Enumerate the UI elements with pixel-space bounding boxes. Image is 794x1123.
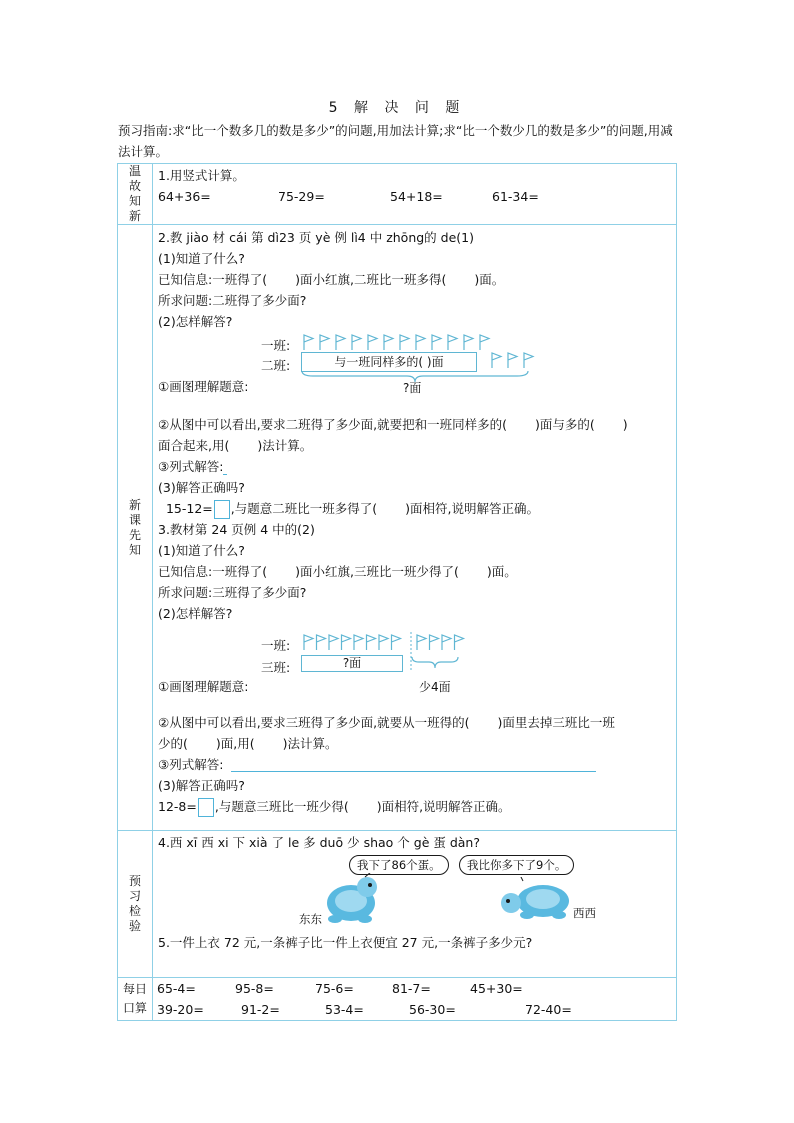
flag-icon bbox=[432, 335, 441, 350]
flag-icon bbox=[304, 635, 313, 650]
daily-1-1: 65-4= bbox=[157, 981, 196, 996]
q1-title: 1.用竖式计算。 bbox=[158, 168, 245, 183]
flag-icon bbox=[336, 335, 345, 350]
flag-icon bbox=[442, 635, 451, 650]
q2-know: (1)知道了什么? bbox=[158, 251, 245, 266]
calc-1: 64+36= bbox=[158, 189, 211, 204]
q3-info: 已知信息:一班得了( )面小红旗,三班比一班少得了( )面。 bbox=[158, 564, 517, 579]
flag-icon bbox=[368, 335, 377, 350]
d2-less-label: 少4面 bbox=[419, 680, 451, 694]
preview-guide: 预习指南:求“比一个数多几的数是多少”的问题,用加法计算;求“比一个数少几的数是多少”的问题,用减法计算。 bbox=[118, 123, 673, 159]
name-dongdong: 东东 bbox=[299, 912, 322, 926]
flag-icon bbox=[342, 635, 351, 650]
flag-icon bbox=[317, 635, 326, 650]
q3-verify: 12-8= ,与题意三班比一班少得( )面相符,说明解答正确。 bbox=[153, 796, 676, 817]
daily-1-3: 75-6= bbox=[315, 981, 354, 996]
q3-answer-box[interactable] bbox=[198, 798, 214, 817]
q2-ask: 所求问题:二班得了多少面? bbox=[158, 293, 307, 308]
daily-row-2 bbox=[153, 999, 676, 1020]
q2-info: 已知信息:一班得了( )面小红旗,二班比一班多得( )面。 bbox=[158, 272, 505, 287]
daily-1-4: 81-7= bbox=[392, 981, 431, 996]
section-label-daily: 每日口算 bbox=[118, 978, 153, 1021]
daily-2-1: 39-20= bbox=[157, 1002, 204, 1017]
q2-step3: ③列式解答: bbox=[153, 456, 676, 477]
q3-step3: ③列式解答: bbox=[153, 754, 676, 775]
d2-box: ?面 bbox=[301, 655, 403, 672]
daily-2-3: 53-4= bbox=[325, 1002, 364, 1017]
d2-label-class3: 三班: bbox=[261, 660, 291, 675]
flag-icon bbox=[392, 635, 401, 650]
calc-4: 61-34= bbox=[492, 189, 539, 204]
d1-label-class1: 一班: bbox=[261, 338, 291, 353]
q2-title: 2.教 jiào 材 cái 第 dì23 页 yè 例 lì4 中 zhōng的 de(1) bbox=[158, 230, 474, 245]
turtle-illustration bbox=[153, 853, 676, 926]
flag-icon bbox=[524, 353, 533, 368]
flag-icon bbox=[354, 635, 363, 650]
q3-how: (2)怎样解答? bbox=[158, 606, 233, 621]
flag-icon bbox=[480, 335, 489, 350]
flag-icon bbox=[417, 635, 426, 650]
d2-brace bbox=[411, 656, 461, 672]
bubble-dongdong: 我下了86个蛋。 bbox=[349, 855, 449, 875]
flag-icon bbox=[379, 635, 388, 650]
d1-label-class2: 二班: bbox=[261, 358, 291, 373]
q3-title: 3.教材第 24 页例 4 中的(2) bbox=[158, 522, 315, 537]
q3-check: (3)解答正确吗? bbox=[158, 778, 245, 793]
daily-2-5: 72-40= bbox=[525, 1002, 572, 1017]
q3-step2: ②从图中可以看出,要求三班得了多少面,就要从一班得的( )面里去掉三班比一班 bbox=[158, 715, 615, 730]
q2-step2: ②从图中可以看出,要求二班得了多少面,就要把和一班同样多的( )面与多的( ) bbox=[158, 417, 628, 432]
flag-icon bbox=[400, 335, 409, 350]
daily-row-1 bbox=[153, 978, 676, 999]
q3-draw: ①画图理解题意: bbox=[158, 679, 249, 694]
d1-same-box: 与一班同样多的( )面 bbox=[301, 352, 477, 372]
flag-icon bbox=[304, 335, 313, 350]
q5-text: 5.一件上衣 72 元,一条裤子比一件上衣便宜 27 元,一条裤子多少元? bbox=[158, 935, 533, 950]
q1-calcs bbox=[153, 186, 676, 207]
daily-2-2: 91-2= bbox=[241, 1002, 280, 1017]
d2-label-class1: 一班: bbox=[261, 638, 291, 653]
page-title: 5 解 决 问 题 bbox=[328, 100, 466, 116]
flag-icon bbox=[384, 335, 393, 350]
name-xixi: 西西 bbox=[573, 906, 596, 920]
flag-icon bbox=[455, 635, 464, 650]
flag-icon bbox=[492, 353, 501, 368]
q2-check: (3)解答正确吗? bbox=[158, 480, 245, 495]
flag-icon bbox=[320, 335, 329, 350]
worksheet-table bbox=[117, 163, 677, 1021]
q2-step2-cont: 面合起来,用( )法计算。 bbox=[158, 438, 313, 453]
turtle-dongdong-icon bbox=[313, 873, 383, 925]
q3-step2-cont: 少的( )面,用( )法计算。 bbox=[158, 736, 338, 751]
flag-icon bbox=[430, 635, 439, 650]
daily-1-5: 45+30= bbox=[470, 981, 523, 996]
flag-icon bbox=[464, 335, 473, 350]
section-label-review: 温故知新 bbox=[118, 164, 153, 225]
flag-icon bbox=[416, 335, 425, 350]
flag-icon bbox=[329, 635, 338, 650]
section-label-preview: 预习检验 bbox=[118, 831, 153, 978]
q2-answer-box[interactable] bbox=[214, 500, 230, 519]
q2-verify: 15-12= ,与题意二班比一班多得了( )面相符,说明解答正确。 bbox=[153, 498, 676, 519]
d2-flags-class1 bbox=[301, 632, 471, 652]
turtle-xixi-icon bbox=[497, 877, 577, 921]
flag-icon bbox=[508, 353, 517, 368]
flag-icon bbox=[448, 335, 457, 350]
bubble-xixi: 我比你多下了9个。 bbox=[459, 855, 574, 875]
q3-ask: 所求问题:三班得了多少面? bbox=[158, 585, 307, 600]
q3-know: (1)知道了什么? bbox=[158, 543, 245, 558]
diagram-class1-class3 bbox=[153, 632, 676, 676]
daily-2-4: 56-30= bbox=[409, 1002, 456, 1017]
q2-how: (2)怎样解答? bbox=[158, 314, 233, 329]
section-label-new: 新课先知 bbox=[118, 225, 153, 831]
d1-flags-class1 bbox=[301, 332, 561, 352]
d1-flags-extra bbox=[489, 350, 559, 370]
calc-3: 54+18= bbox=[390, 189, 443, 204]
calc-2: 75-29= bbox=[278, 189, 325, 204]
flag-icon bbox=[352, 335, 361, 350]
d1-question: ?面 bbox=[403, 381, 422, 395]
flag-icon bbox=[367, 635, 376, 650]
daily-1-2: 95-8= bbox=[235, 981, 274, 996]
q2-draw: ①画图理解题意: bbox=[158, 379, 249, 394]
q4-title: 4.西 xī 西 xi 下 xià 了 le 多 duō 少 shao 个 gè 蛋 dàn? bbox=[158, 835, 480, 850]
